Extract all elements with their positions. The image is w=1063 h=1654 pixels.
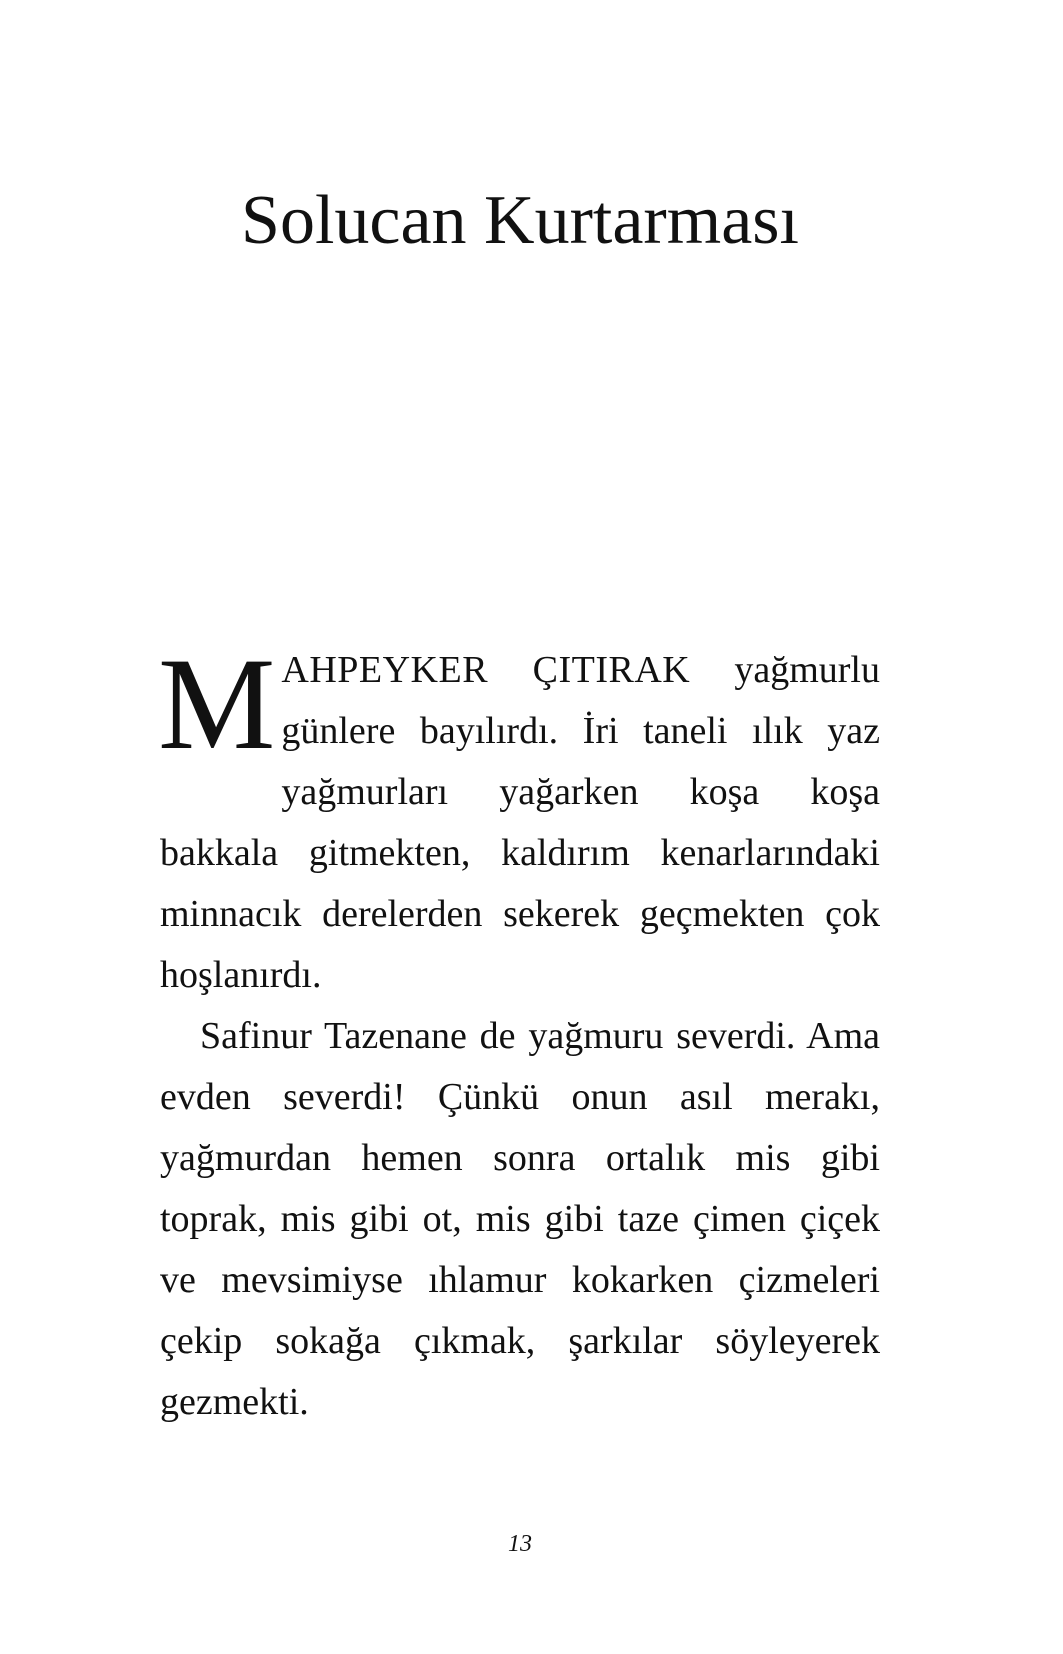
body-text [158, 630, 880, 1433]
paragraph-lead: AHPEYKER ÇITIRAK [281, 649, 691, 691]
paragraph-1 [158, 630, 880, 1006]
paragraph-2: Safinur Tazenane de yağmuru severdi. Ama evden severdi! Çünkü onun asıl merakı, yağmurdan hemen sonra ortalık mis gibi toprak, mis gibi ot, mis gibi taze çimen çiçek ve mevsimiyse ıhlamur kokarken çizmeleri çekip sokağa çıkmak, şarkılar söyleyerek gezmekti. [160, 1015, 880, 1423]
paragraph-1-text: yağmurlu günlere bayılırdı. İri taneli ılık yaz yağmurları yağarken koşa koşa bakkala gitmekten, kaldırım kenarlarındaki minnacık derelerden sekerek geçmekten çok hoşlanırdı. [160, 649, 880, 996]
chapter-title: Solucan Kurtarması [241, 182, 799, 259]
page-number: 13 [508, 1531, 532, 1557]
drop-cap: M [158, 630, 276, 777]
